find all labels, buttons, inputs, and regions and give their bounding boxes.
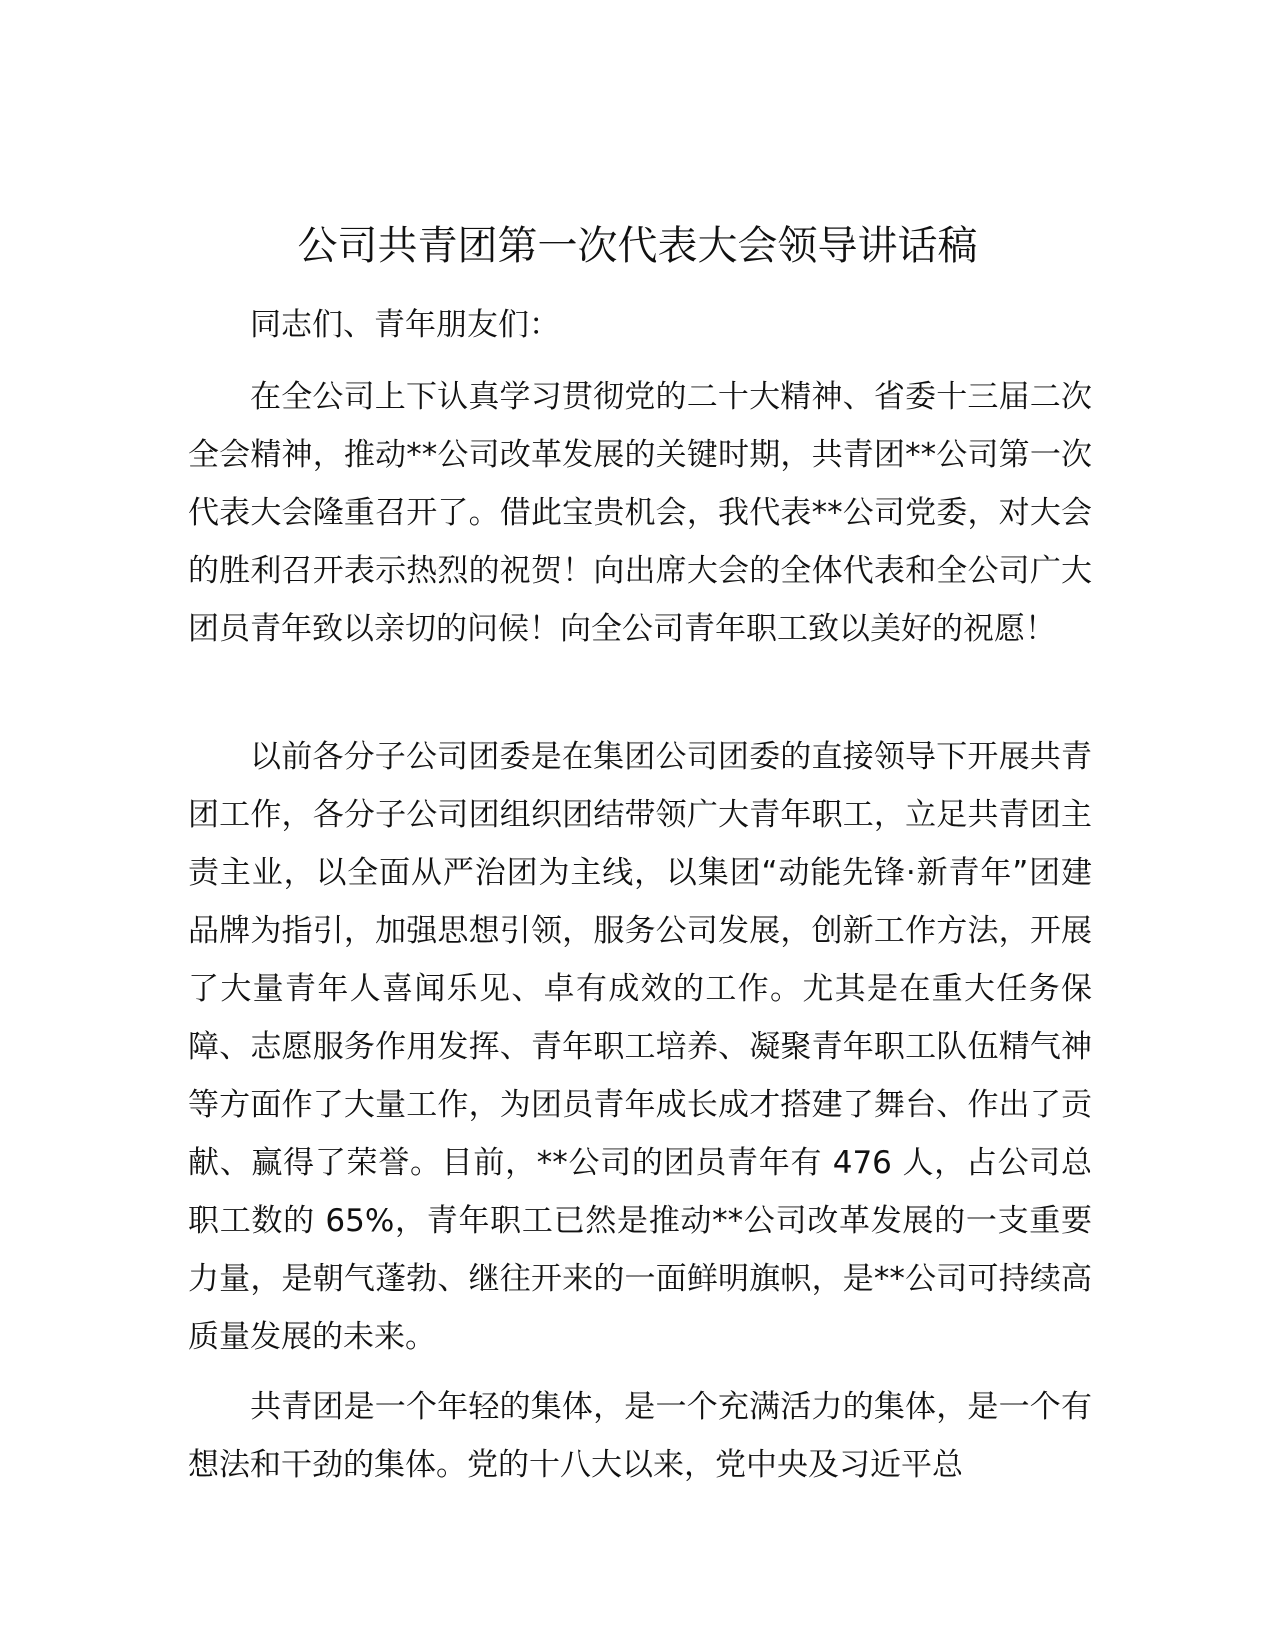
salutation: 同志们、青年朋友们： [250,307,560,343]
paragraph-1: 在全公司上下认真学习贯彻党的二十大精神、省委十三届二次全会精神，推动**公司改革发展的关键时期，共青团**公司第一次代表大会隆重召开了。借此宝贵机会，我代表**公司党委，对大会的胜利召开表示热烈的祝贺！向出席大会的全体代表和全公司广大团员青年致以亲切的问候！向全公司青年职工致以美好的祝愿！ [188,379,1092,647]
document-title: 公司共青团第一次代表大会领导讲话稿 [297,223,978,269]
paragraph-2: 以前各分子公司团委是在集团公司团委的直接领导下开展共青团工作，各分子公司团组织团结带领广大青年职工，立足共青团主责主业，以全面从严治团为主线，以集团“动能先锋·新青年”团建品牌为指引，加强思想引领，服务公司发展，创新工作方法，开展了大量青年人喜闻乐见、卓有成效的工作。尤其是在重大任务保障、志愿服务作用发挥、青年职工培养、凝聚青年职工队伍精气神等方面作了大量工作，为团员青年成长成才搭建了舞台、作出了贡献、赢得了荣誉。目前，**公司的团员青年有 476 人，占公司总职工数的 65%，青年职工已然是推动**公司改革发展的一支重要力量，是朝气蓬勃、继往开来的一面鲜明旗帜，是**公司可持续高质量发展的未来。 [188,739,1092,1355]
paragraph-3: 共青团是一个年轻的集体，是一个充满活力的集体，是一个有想法和干劲的集体。党的十八大以来，党中央及习近平总 [188,1389,1092,1483]
